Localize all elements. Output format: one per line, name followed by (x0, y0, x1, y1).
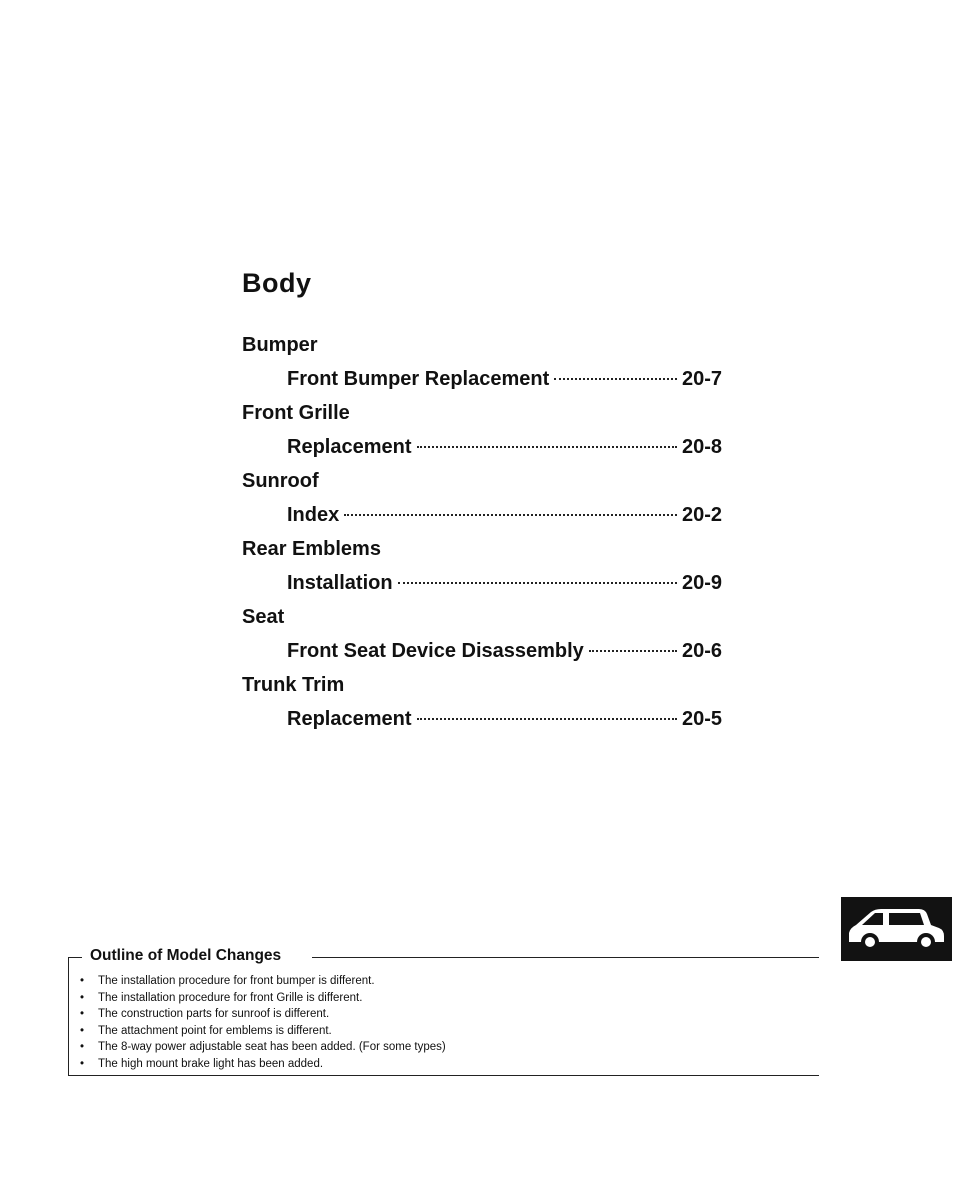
bullet: • (80, 975, 85, 987)
car-body-icon (841, 897, 952, 961)
bullet: • (80, 1041, 85, 1053)
list-item-text: The attachment point for emblems is different. (98, 1024, 332, 1037)
list-item-text: The installation procedure for front Grille is different. (98, 991, 363, 1004)
toc-heading: Seat (242, 606, 285, 628)
toc-section-front-grille (242, 396, 722, 464)
toc-entry-label: Front Seat Device Disassembly (287, 640, 584, 662)
toc-page-number: 20-5 (681, 708, 722, 730)
toc-entry-front-seat-device-disassembly[interactable] (242, 634, 722, 668)
toc-page-number: 20-7 (681, 368, 722, 390)
toc-leader-dots (417, 446, 677, 448)
toc-leader-dots (589, 650, 677, 652)
toc-entry-label: Replacement (287, 436, 412, 458)
toc-page-number: 20-2 (681, 504, 722, 526)
list-item (80, 973, 446, 990)
toc-heading: Front Grille (242, 402, 350, 424)
toc-entry-front-bumper-replacement[interactable] (242, 362, 722, 396)
toc-leader-dots (417, 718, 677, 720)
toc-page-number: 20-9 (681, 572, 722, 594)
list-item-text: The 8-way power adjustable seat has been added. (For some types) (98, 1041, 446, 1053)
section-tab-body[interactable] (841, 897, 952, 961)
list-item-text: The high mount brake light has been added. (98, 1057, 324, 1070)
toc-entry-label: Installation (287, 572, 393, 594)
toc-section-trunk-trim (242, 668, 722, 736)
toc-section-rear-emblems (242, 532, 722, 600)
list-item (80, 1023, 446, 1040)
table-of-contents (242, 328, 722, 736)
toc-entry-label: Front Bumper Replacement (287, 368, 550, 390)
toc-section-seat (242, 600, 722, 668)
toc-entry-sunroof-index[interactable] (242, 498, 722, 532)
bullet: • (80, 991, 85, 1004)
toc-heading: Bumper (242, 334, 318, 356)
bullet: • (80, 1057, 85, 1070)
toc-leader-dots (344, 514, 677, 516)
toc-heading: Rear Emblems (242, 538, 381, 560)
toc-section-sunroof (242, 464, 722, 532)
toc-page-number: 20-8 (681, 436, 722, 458)
list-item-text: The construction parts for sunroof is different. (98, 1008, 330, 1020)
list-item-text: The installation procedure for front bumper is different. (98, 975, 375, 987)
toc-entry-label: Replacement (287, 708, 412, 730)
toc-heading: Trunk Trim (242, 674, 345, 696)
toc-page-number: 20-6 (681, 640, 722, 662)
list-item (80, 1039, 446, 1056)
toc-section-bumper (242, 328, 722, 396)
toc-leader-dots (398, 582, 677, 584)
list-item (80, 990, 446, 1007)
toc-entry-front-grille-replacement[interactable] (242, 430, 722, 464)
list-item (80, 1006, 446, 1023)
outline-list (80, 973, 446, 1072)
toc-entry-rear-emblems-installation[interactable] (242, 566, 722, 600)
list-item (80, 1056, 446, 1073)
toc-entry-trunk-trim-replacement[interactable] (242, 702, 722, 736)
bullet: • (80, 1024, 85, 1037)
toc-heading: Sunroof (242, 470, 319, 492)
toc-leader-dots (554, 378, 677, 380)
outline-title: Outline of Model Changes (90, 947, 282, 964)
page-title: Body (242, 268, 312, 298)
toc-entry-label: Index (287, 504, 340, 526)
bullet: • (80, 1008, 85, 1020)
